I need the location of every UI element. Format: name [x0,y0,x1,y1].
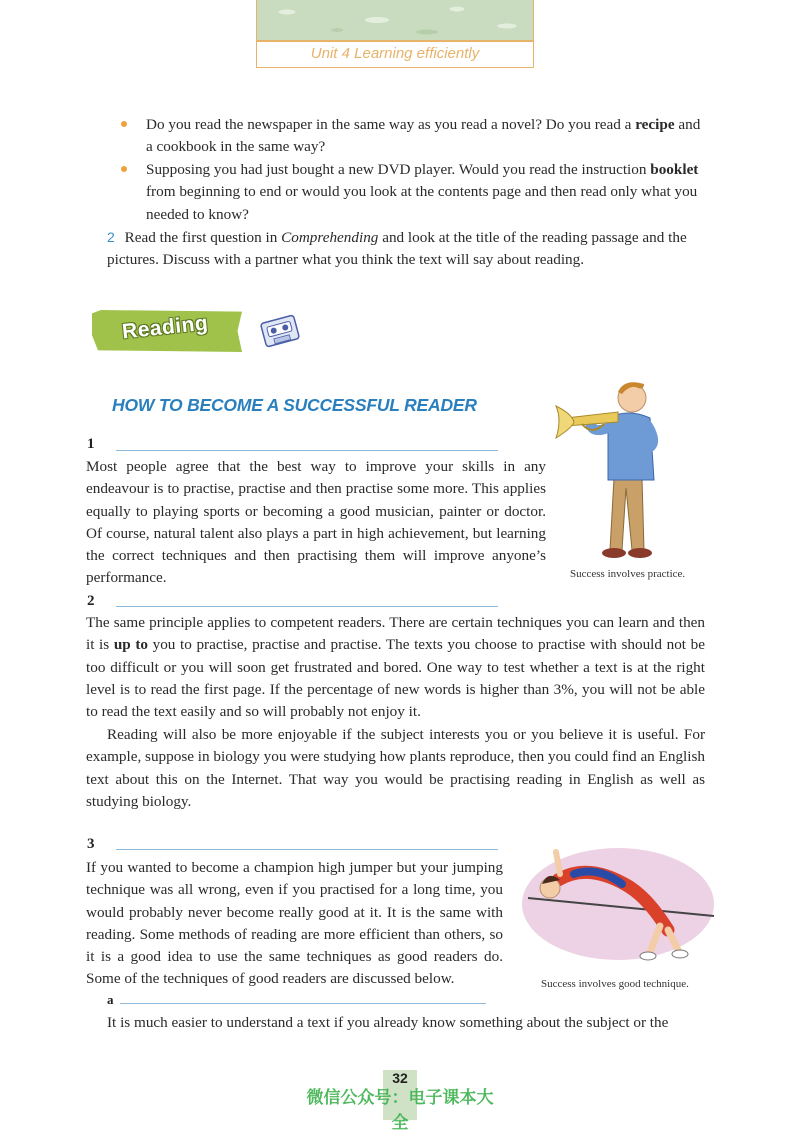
trumpet-caption: Success involves practice. [570,568,686,580]
prereading-bullet-1 [127,114,707,159]
section-number: 1 [87,436,95,452]
unit-header [256,0,534,68]
high-jumper-illustration [518,840,716,968]
section-blank-line [116,450,498,451]
section-number: 2 [87,593,95,609]
bullet-dot-icon [121,166,127,172]
section-blank-line [116,849,498,850]
section-2-paragraph-2: Reading will also be more enjoyable if the subject interests you or you believe it is useful. For example, suppose in biology you were studying how plants reproduce, then you could find an English text about this on the Internet. That way you would be practising reading in English as well as studying biology. [86,726,705,810]
section-number: 3 [87,836,95,852]
section-blank-line [116,606,498,607]
prereading-bullet-2 [127,159,707,226]
article-title: HOW TO BECOME A SUCCESSFUL READER [112,395,477,415]
item-number: 2 [107,229,115,245]
jumper-caption: Success involves good technique. [541,978,689,990]
cassette-tape-icon [259,312,302,350]
subsection-blank-line [120,1003,486,1004]
section-2-paragraph-1: The same principle applies to competent readers. There are certain techniques you can learn and then it is up to you to practise, practise and practise. The texts you choose to practise with should not be too difficult or you will soon get frustrated and bored. One way to test whether a text is at the right level is to read the first page. If the percentage of new words is higher than 3%, you will not be able to read the text easily and so will probably not enjoy it. [86,614,705,721]
unit-label: Unit 4 Learning efficiently [310,45,480,62]
reading-banner-label: Reading [120,311,210,344]
prereading-item-2: 2 Read the first question in Comprehending and look at the title of the reading passage and the pictures. Discuss with a partner what you think the text will say about reading. [107,229,687,269]
subsection-label: a [107,992,114,1007]
watermark: 微信公众号：电子课本大全 [306,1088,494,1133]
bullet-text: Do you read the newspaper in the same way as you read a novel? Do you read a recipe and a cookbook in the same way? [146,116,701,156]
bullet-dot-icon [121,121,127,127]
header-texture [257,0,533,40]
subsection-a-text: It is much easier to understand a text if you already know something about the subject or the [107,1014,669,1031]
page-number: 32 [383,1070,417,1120]
header-divider [257,40,533,42]
section-1-text: Most people agree that the best way to improve your skills in any endeavour is to practise, practise and then practise some more. This applies equally to playing sports or becoming a good musician, painter or doctor. Of course, natural talent also plays a part in high achievement, but learning the correct techniques and then practising them will improve anyone’s performance. [86,458,546,587]
trumpet-player-illustration [552,370,702,565]
section-3-text: If you wanted to become a champion high jumper but your jumping technique was all wrong, even if you practised for a long time, you would probably never become really good at it. It is the same with reading. Some methods of reading are more efficient than others, so it is a good idea to use the same techniques as good readers do. Some of the techniques of good readers are discussed below. [86,859,503,988]
bullet-text: Supposing you had just bought a new DVD player. Would you read the instruction booklet from beginning to end or would you look at the contents page and then read only what you needed to know? [146,161,699,223]
